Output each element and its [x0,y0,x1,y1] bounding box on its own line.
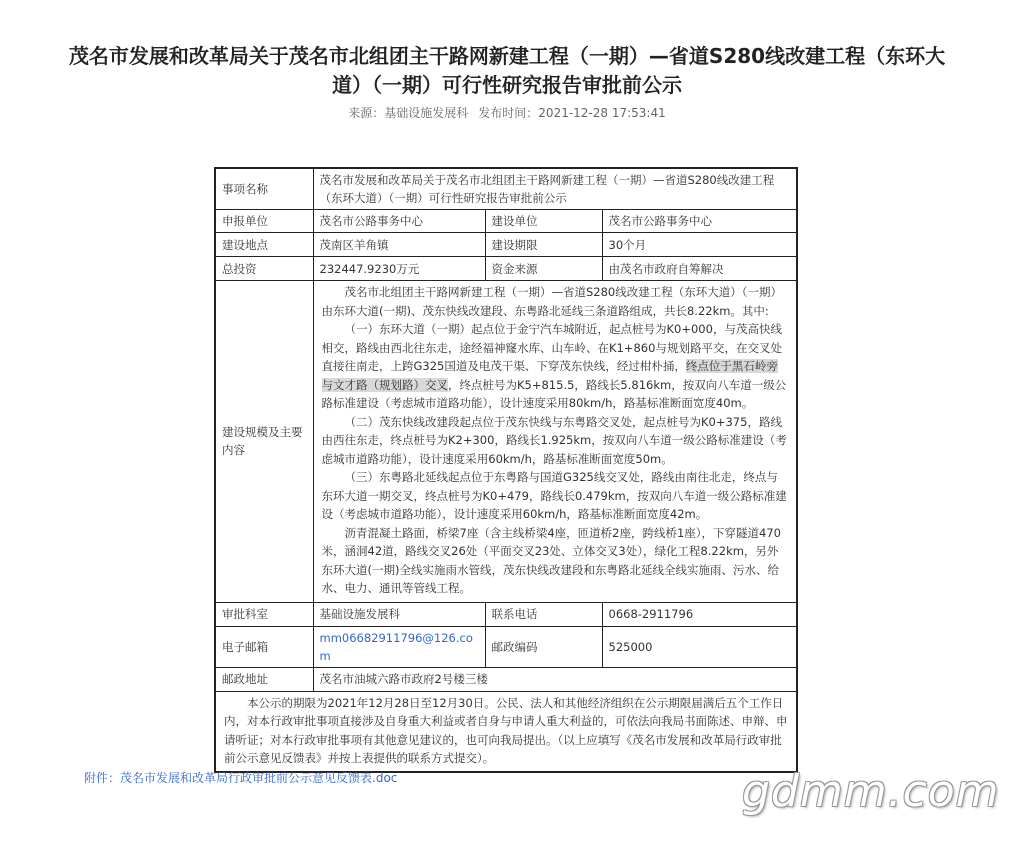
applicant-value: 茂名市公路事务中心 [313,210,485,233]
email-cell [313,626,485,667]
notice-text: 本公示的期限为2021年12月28日至12月30日。公民、法人和其他经济组织在公示期限届满后五个工作日内，对本行政审批事项直接涉及自身重大利益或者自身与申请人重大利益的，可依法向我局书面陈述、申辩、申请听证；对本行政审批事项有其他意见建议的，也可向我局提出。（以上应填写《茂名市发展和改革局行政审批前公示意见反馈表》并按上表提供的联系方式提交）。 [224,695,788,765]
scope-paragraph: 沥青混凝土路面，桥梁7座（含主线桥梁4座，匝道桥2座，跨线桥1座），下穿隧道470米，涵洞42道，路线交叉26处（平面交叉23处、立体交叉3处），绿化工程8.22km，另外东环大道(一期)全线实施雨水管线，茂东快线改建段和东粤路北延线全线实施雨、污水、给水、电力、通讯等管线工程。 [321,525,781,595]
location-label: 建设地点 [215,233,313,257]
period-label: 建设期限 [485,233,602,257]
investment-label: 总投资 [215,257,313,281]
table-row [215,257,797,281]
table-row [215,602,797,626]
investment-value: 232447.9230万元 [313,257,485,281]
applicant-label: 申报单位 [215,210,313,233]
builder-label: 建设单位 [485,210,602,233]
funding-label: 资金来源 [485,257,602,281]
item-name-value: 茂名市发展和改革局关于茂名市北组团主干路网新建工程（一期）—省道S280线改建工程（东环大道）（一期）可行性研究报告审批前公示 [313,168,797,210]
scope-text: （一）东环大道（一期）起点位于金宁汽车城附近，起点桩号为K0+000，与茂高快线相交，路线由西北往东走，途经福神窿水库、山车岭、在K1+860与规划路平交，在交叉处直接往南走，上跨G325国道及电茂干渠、下穿茂东快线，经过柑朴捅， [321,322,782,373]
office-value: 基础设施发展科 [313,602,485,626]
source-label: 来源： [348,106,385,120]
period-value: 30个月 [602,233,797,257]
site-watermark: gdmm.com [742,766,1000,817]
address-label: 邮政地址 [215,667,313,691]
email-link[interactable]: mm06682911796@126.com [319,630,473,663]
funding-value: 由茂名市政府自筹解决 [602,257,797,281]
table-row [215,691,797,772]
scope-content [313,281,797,603]
location-value: 茂南区羊角镇 [313,233,485,257]
attachment-link[interactable] [84,769,397,786]
notice-cell [215,691,797,772]
table-row [215,667,797,691]
article-meta [0,104,1014,121]
table-row [215,210,797,233]
postcode-label: 邮政编码 [485,626,602,667]
table-row [215,626,797,667]
postcode-value: 525000 [602,626,797,667]
table-row [215,281,797,603]
page-title: 茂名市发展和改革局关于茂名市北组团主干路网新建工程（一期）—省道S280线改建工程（东环大道）（一期）可行性研究报告审批前公示 [68,44,946,97]
phone-label: 联系电话 [485,602,602,626]
scope-paragraph: （二）茂东快线改建段起点位于茂东快线与东粤路交叉处，起点桩号为K0+375，路线由西往东走，终点桩号为K2+300，路线长1.925km，按双向八车道一级公路标准建设（考虑城市道路功能），设计速度采用60km/h，路基标准断面宽度50m。 [321,414,787,466]
scope-paragraph: 茂名市北组团主干路网新建工程（一期）—省道S280线改建工程（东环大道）（一期）由东环大道(一期)、茂东快线改建段、东粤路北延线三条道路组成，共长8.22km。其中: [321,285,782,318]
scope-paragraph: （三）东粤路北延线起点位于东粤路与国道G325线交叉处，路线由南往北走，终点与东环大道一期交叉，终点桩号为K0+479，路线长0.479km，按双向八车道一级公路标准建设（考虑城市道路功能），设计速度采用60km/h，路基标准断面宽度42m。 [321,470,787,521]
address-value: 茂名市油城六路市政府2号楼三楼 [313,667,797,691]
scope-text: ，终点桩号为K5+815.5，路线长5.816km，按双向八车道一级公路标准建设（考虑城市道路功能），设计速度采用80km/h，路基标准断面宽度40m。 [321,377,787,410]
table-row [215,168,797,210]
office-label: 审批科室 [215,602,313,626]
highlighted-text: 终点位于黑石岭旁与文才路（规划路）交叉 [321,359,778,392]
date-label: 发布时间： [478,106,539,120]
scope-paragraph [322,320,789,413]
email-label: 电子邮箱 [215,626,313,667]
item-name-label: 事项名称 [215,168,313,210]
table-row [215,233,797,257]
builder-value: 茂名市公路事务中心 [602,210,797,233]
attachment-file: 茂名市发展和改革局行政审批前公示意见反馈表.doc [120,771,398,785]
phone-value: 0668-2911796 [602,602,797,626]
info-table [214,167,798,773]
source-value: 基础设施发展科 [384,106,469,120]
scope-label: 建设规模及主要内容 [215,281,313,603]
attachment-label: 附件： [84,771,121,785]
date-value: 2021-12-28 17:53:41 [538,106,666,120]
